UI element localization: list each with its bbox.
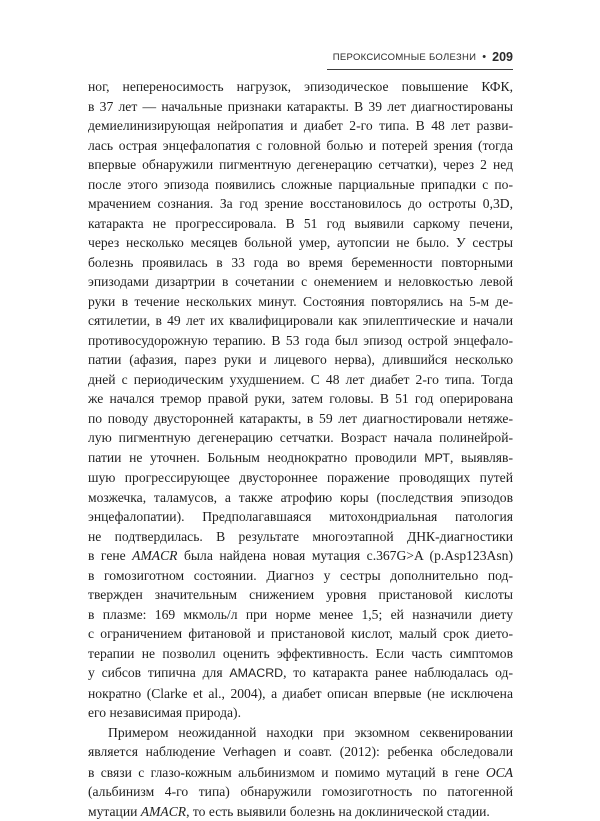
text-line: в 37 лет — начальные признаки катаракты. В 39 лет диагностированы bbox=[88, 97, 513, 117]
text-line: патии (афазия, парез руки и лицевого нерва), длившийся несколько bbox=[88, 350, 513, 370]
text-line: же начался тремор правой руки, затем головы. В 51 год оперирована bbox=[88, 389, 513, 409]
text-line: в плазме: 169 мкмоль/л при норме менее 1,5; ей назначили диету bbox=[88, 605, 513, 625]
text-line: шую прогрессирующее двустороннее поражение проводящих путей bbox=[88, 468, 513, 488]
paragraph-exome-finding bbox=[88, 723, 513, 821]
text-line: нократно (Clarke et al., 2004), а диабет описан впервые (не исключена bbox=[88, 684, 513, 704]
text-line: эпизодами дизартрии в сочетании с онемением и неловкостью левой bbox=[88, 272, 513, 292]
header-divider bbox=[327, 69, 513, 70]
text-line: является наблюдение Verhagen и соавт. (2012): ребенка обследовали bbox=[88, 742, 513, 763]
text-line: лую пигментную дегенерацию сетчатки. Возраст начала полинейрой- bbox=[88, 428, 513, 448]
text-line: Примером неожиданной находки при экзомном секвенировании bbox=[88, 723, 513, 743]
running-header bbox=[327, 50, 513, 64]
text-line: у сибсов типична для AMACRD, то катаракта ранее наблюдалась од- bbox=[88, 663, 513, 684]
text-line: руки в течение нескольких минут. Состояния повторялись на 5-м де- bbox=[88, 292, 513, 312]
text-line: с ограничением фитановой и пристановой кислот, малый срок дието- bbox=[88, 624, 513, 644]
text-line: мозжечка, таламусов, а также атрофию коры (последствия эпизодов bbox=[88, 488, 513, 508]
page-number: 209 bbox=[492, 50, 513, 64]
text-line: энцефалопатии). Предполагавшаяся митохондриальная патология bbox=[88, 507, 513, 527]
text-line: ног, непереносимость нагрузок, эпизодическое повышение КФК, bbox=[88, 77, 513, 97]
text-line: в гомозиготном состоянии. Диагноз у сестры дополнительно под- bbox=[88, 566, 513, 586]
header-bullet-icon: • bbox=[482, 52, 486, 63]
text-line: его независимая природа). bbox=[88, 703, 513, 723]
text-line: после этого эпизода появились сложные парциальные припадки с по- bbox=[88, 175, 513, 195]
text-line: демиелинизирующая нейропатия и диабет 2-го типа. В 48 лет разви- bbox=[88, 116, 513, 136]
text-line: через несколько месяцев больной умер, аутопсии не было. У сестры bbox=[88, 233, 513, 253]
text-line: дней с периодическим ухудшением. С 48 лет диабет 2-го типа. Тогда bbox=[88, 370, 513, 390]
text-line: по поводу двусторонней катаракты, в 59 лет диагностировали нетяже- bbox=[88, 409, 513, 429]
text-line: мрачением сознания. За год зрение восстановилось до остроты 0,3D, bbox=[88, 194, 513, 214]
text-line: (альбинизм 4-го типа) обнаружили гомозиготность по патогенной bbox=[88, 782, 513, 802]
text-line: впервые обнаружили пигментную дегенерацию сетчатки), через 2 нед bbox=[88, 155, 513, 175]
text-line: не подтвердилась. В результате многоэтапной ДНК-диагностики bbox=[88, 527, 513, 547]
text-line: в гене AMACR была найдена новая мутация c.367G>A (p.Asp123Asn) bbox=[88, 546, 513, 566]
text-line: в связи с глазо-кожным альбинизмом и помимо мутаций в гене OCA bbox=[88, 763, 513, 783]
text-line: мутации AMACR, то есть выявили болезнь на доклинической стадии. bbox=[88, 802, 513, 821]
text-line: твержден значительным снижением уровня пристановой кислоты bbox=[88, 585, 513, 605]
text-line: терапии не позволил оценить эффективность. Если часть симптомов bbox=[88, 644, 513, 664]
text-line: противосудорожную терапию. В 53 года был эпизод острой энцефало- bbox=[88, 331, 513, 351]
running-header-title: ПЕРОКСИСОМНЫЕ БОЛЕЗНИ bbox=[333, 52, 477, 63]
body-text bbox=[88, 77, 513, 821]
paragraph-case-report bbox=[88, 77, 513, 723]
text-line: лась острая энцефалопатия с головной болью и потерей зрения (тогда bbox=[88, 136, 513, 156]
text-line: болезнь проявилась в 33 года во время беременности повторными bbox=[88, 253, 513, 273]
text-line: сятилетии, в 49 лет их квалифицировали как эпилептические и начали bbox=[88, 311, 513, 331]
text-line: патии не уточнен. Больным неоднократно проводили МРТ, выявляв- bbox=[88, 448, 513, 469]
text-line: катаракта не прогрессировала. В 51 год выявили саркому печени, bbox=[88, 214, 513, 234]
